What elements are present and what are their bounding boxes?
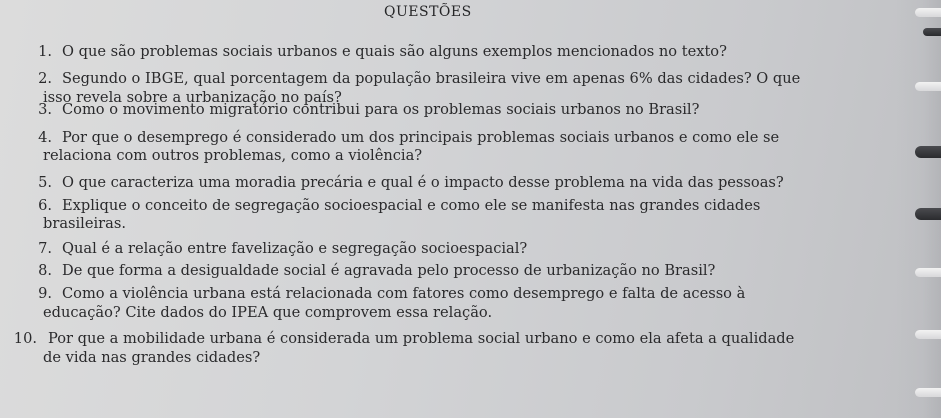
binder-ring-icon xyxy=(915,268,941,277)
question-number: 3. xyxy=(38,101,52,118)
question-text-continued: isso revela sobre a urbanização no país? xyxy=(43,89,342,106)
question-text-continued: educação? Cite dados do IPEA que comprovem essa relação. xyxy=(43,304,493,321)
question-text: Por que o desemprego é considerado um dos principais problemas sociais urbanos e como ele se xyxy=(62,129,780,146)
binder-ring-icon xyxy=(915,82,941,91)
question-text-continued: de vida nas grandes cidades? xyxy=(43,349,261,366)
binder-ring-icon xyxy=(915,208,941,220)
question-text: Como a violência urbana está relacionada com fatores como desemprego e falta de acesso à xyxy=(62,285,746,302)
question-text: Qual é a relação entre favelização e segregação socioespacial? xyxy=(62,240,528,257)
question-text: Segundo o IBGE, qual porcentagem da população brasileira vive em apenas 6% das cidades? O que xyxy=(62,70,801,87)
question-text-continued: brasileiras. xyxy=(43,215,126,232)
binder-ring-icon xyxy=(915,146,941,158)
question-text: O que caracteriza uma moradia precária e qual é o impacto desse problema na vida das pessoas? xyxy=(62,174,784,191)
question-number: 9. xyxy=(38,285,52,302)
question-number: 1. xyxy=(38,43,52,60)
page-title: QUESTÕES xyxy=(384,4,472,20)
question-number: 6. xyxy=(38,197,52,214)
question-text: O que são problemas sociais urbanos e quais são alguns exemplos mencionados no texto? xyxy=(62,43,727,60)
question-number: 8. xyxy=(38,262,52,279)
question-number: 2. xyxy=(38,70,52,87)
binder-ring-icon xyxy=(923,28,941,36)
question-text: Por que a mobilidade urbana é considerada um problema social urbano e como ela afeta a qualidade xyxy=(48,330,795,347)
question-number: 4. xyxy=(38,129,52,146)
question-number: 7. xyxy=(38,240,52,257)
question-text: Como o movimento migratório contribui para os problemas sociais urbanos no Brasil? xyxy=(62,101,700,118)
question-number: 10. xyxy=(13,330,37,347)
binder-ring-icon xyxy=(915,330,941,339)
binder-ring-icon xyxy=(915,8,941,17)
binder-edge xyxy=(896,0,941,418)
binder-ring-icon xyxy=(915,388,941,397)
question-text: Explique o conceito de segregação socioespacial e como ele se manifesta nas grandes cidades xyxy=(62,197,761,214)
question-text-continued: relaciona com outros problemas, como a violência? xyxy=(43,147,423,164)
question-text: De que forma a desigualdade social é agravada pelo processo de urbanização no Brasil? xyxy=(62,262,716,279)
question-number: 5. xyxy=(38,174,52,191)
